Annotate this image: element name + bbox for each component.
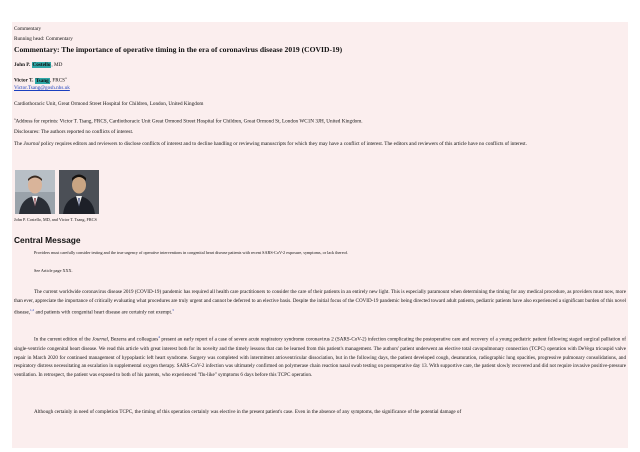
paragraph-1 xyxy=(14,288,626,317)
paragraph-2 xyxy=(14,333,626,380)
paragraph-2-b: , Bezerra and colleagues xyxy=(107,336,159,343)
photo-caption: John P. Costello, MD, and Victor T. Tsang, FRCS xyxy=(14,217,97,222)
author-2 xyxy=(14,75,67,84)
author-2-degree: , FRCS xyxy=(49,77,66,84)
reprints-mark: a xyxy=(14,117,16,121)
policy-rest: policy requires editors and reviewers to disclose conflicts of interest and to decline handling or reviewing manuscripts for which they may have a conflict of interest. The editors and reviewers of this article have no conflicts of interest. xyxy=(39,141,527,147)
author-1 xyxy=(14,62,62,68)
email-link[interactable]: Victor.Tsang@gosh.nhs.uk xyxy=(14,85,70,91)
author-2-first: Victor T. xyxy=(14,77,34,84)
corresponding-email[interactable] xyxy=(14,85,70,91)
paragraph-3 xyxy=(14,408,626,417)
disclosures: Disclosures: The authors reported no conflicts of interest. xyxy=(14,129,134,135)
running-head: Running head: Commentary xyxy=(14,36,73,42)
author-2-mark: a xyxy=(65,76,67,80)
paragraph-1-ref-2[interactable]: 3 xyxy=(172,307,174,312)
paragraph-1-ref[interactable]: 1,2 xyxy=(29,307,35,312)
article-title: Commentary: The importance of operative timing in the era of coronavirus disease 2019 (COVID-19) xyxy=(14,45,343,54)
paragraph-1-text: The current worldwide coronavirus disease 2019 (COVID-19) pandemic has required all health care practitioners to consider the care of their patients in an entirely new light. This is especially paramount when determining the timing for any medical procedure, as providers must now, more than ever, appreciate the importance of critically evaluating what procedures are truly urgent and cannot be deferred to an elective basis. Despite the initial focus of the COVID-19 pandemic being directed toward adult patients, pediatric patients have also experienced a significant burden of this novel disease, xyxy=(14,289,626,316)
author-1-last-highlight: Costello xyxy=(32,62,51,68)
reprints-address xyxy=(14,116,363,125)
paragraph-2-journal: Journal xyxy=(92,336,108,343)
journal-policy xyxy=(14,141,527,147)
manuscript-page xyxy=(12,22,628,448)
article-type-label: Commentary xyxy=(14,26,42,32)
paragraph-3-text: Although certainly in need of completion TCPC, the timing of this operation certainly was elective in the present patient's case. Even in the absence of any symptoms, the significance of the potential damage of xyxy=(34,409,462,415)
paragraph-2-a: In the current edition of the xyxy=(34,336,93,343)
photo-tsang xyxy=(59,170,99,214)
author-1-degree: , MD xyxy=(51,62,63,68)
central-message-heading: Central Message xyxy=(14,235,81,245)
photo-costello xyxy=(15,170,55,214)
central-message-text: Providers must carefully consider testing and the true urgency of operative interventions in congenital heart disease patients with recent SARS-CoV-2 exposure, symptoms, or lack thereof. xyxy=(34,250,349,255)
paragraph-2-ref[interactable]: 4 xyxy=(158,335,160,339)
see-article-ref: See Article page XXX. xyxy=(34,268,73,273)
affiliation: Cardiothoracic Unit, Great Ormond Street Hospital for Children, London, United Kingdom xyxy=(14,101,204,107)
policy-prefix: The xyxy=(14,141,24,147)
author-1-first: John P. xyxy=(14,62,31,68)
policy-journal: Journal xyxy=(23,141,40,147)
author-2-last-highlight: Tsang xyxy=(35,77,49,84)
paragraph-1-end: and patients with congenital heart disease are certainly not exempt. xyxy=(34,309,173,316)
paragraph-2-c: present an early report of a case of severe acute respiratory syndrome coronavirus 2 (SARS-CoV-2) infection complicating the postoperative care and recovery of a young pediatric patient following staged surgical palliation of single-ventricle congenital heart disease. We read this article with great interest both for its novelty and the timely lessons that can be learned from this patient's management. The authors' patient underwent an elective total cavopulmonary connection (TCPC) operation with DeVega tricuspid valve repair in March 2020 for continued management of hypoplastic left heart syndrome. Surgery was completed with intermittent atrioventricular dissociation, but in the following days, the patient developed cough, desaturation, radiographic lung opacities, progressive pulmonary consolidations, and respiratory distress necessitating an escalation in supplemental oxygen therapy. SARS-CoV-2 infection was ultimately confirmed on polymerase chain reaction nasal swab testing on postoperative day 13. With supportive care, the patient slowly recovered and did not require invasive positive-pressure ventilation. In retrospect, the patient was exposed to both of his parents, who experienced "flu-like" symptoms 6 days before this TCPC operation. xyxy=(14,336,626,379)
reprints-text: Address for reprints: Victor T. Tsang, FRCS, Cardiothoracic Unit Great Ormond Street Hospital for Children, Great Ormond St, London WC1N 3JH, United Kingdom. xyxy=(15,118,363,125)
